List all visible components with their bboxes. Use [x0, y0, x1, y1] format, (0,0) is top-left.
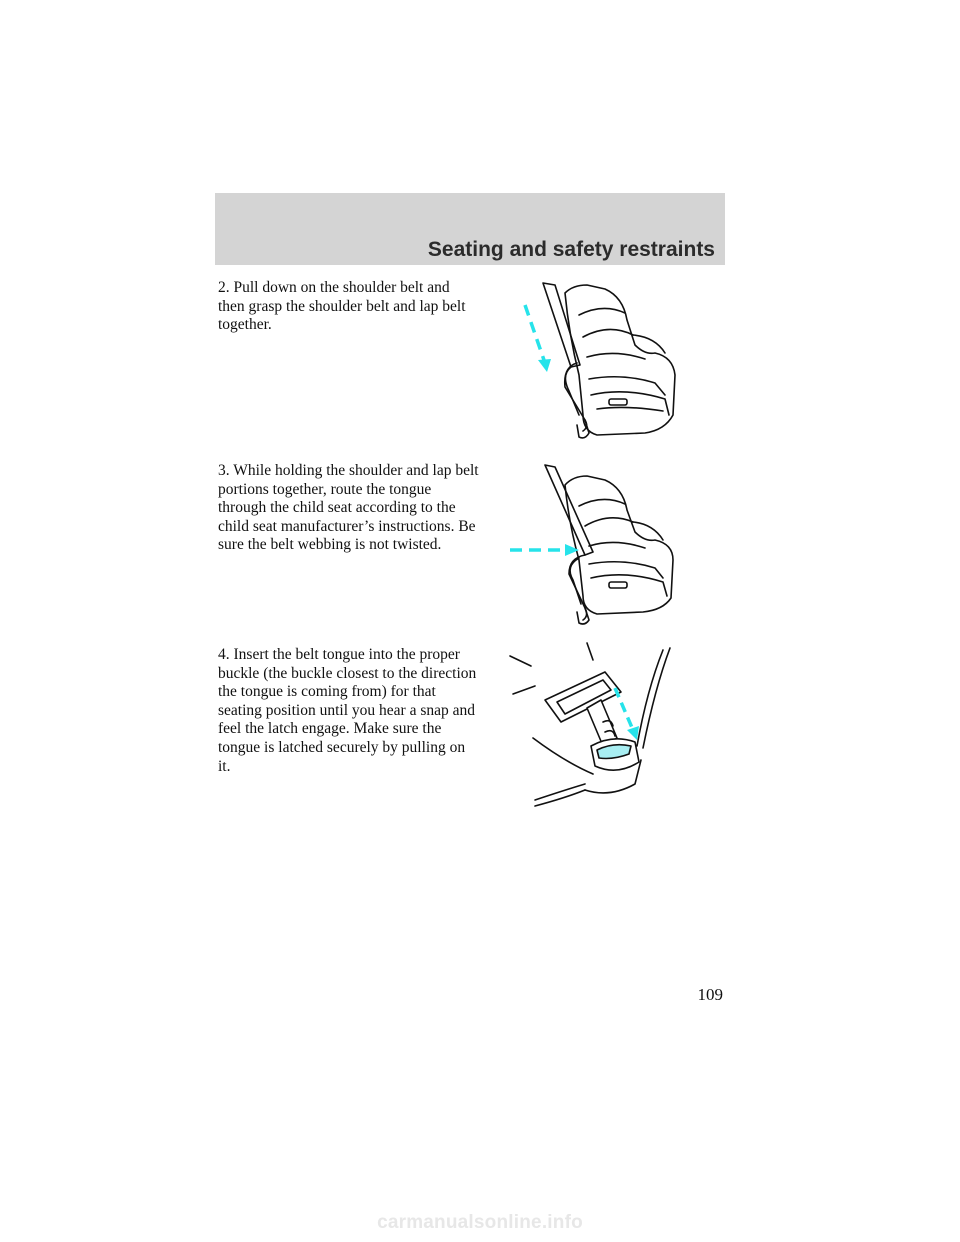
section-title: Seating and safety restraints	[427, 238, 715, 261]
step-4-text: 4. Insert the belt tongue into the proper buckle (the buckle closest to the direction the tongue is coming from) for that seating position until you hear a snap and feel the latch engage. Make sure the tongue is latched securely by pulling on it.	[218, 646, 477, 775]
page-number: 109	[697, 985, 723, 1004]
watermark: carmanualsonline.info	[377, 1212, 583, 1233]
child-seat-route-tongue-illustration	[505, 460, 685, 635]
step-3-text: 3. While holding the shoulder and lap belt portions together, route the tongue through the child seat according to the child seat manufacturer’s instructions. Be sure the belt webbing is not twisted.	[218, 462, 479, 554]
buckle-insert-tongue-illustration	[505, 638, 685, 808]
section-header-band	[215, 193, 725, 265]
step-2-text: 2. Pull down on the shoulder belt and then grasp the shoulder belt and lap belt together.	[218, 279, 466, 334]
child-seat-pull-belt-illustration	[505, 275, 685, 450]
